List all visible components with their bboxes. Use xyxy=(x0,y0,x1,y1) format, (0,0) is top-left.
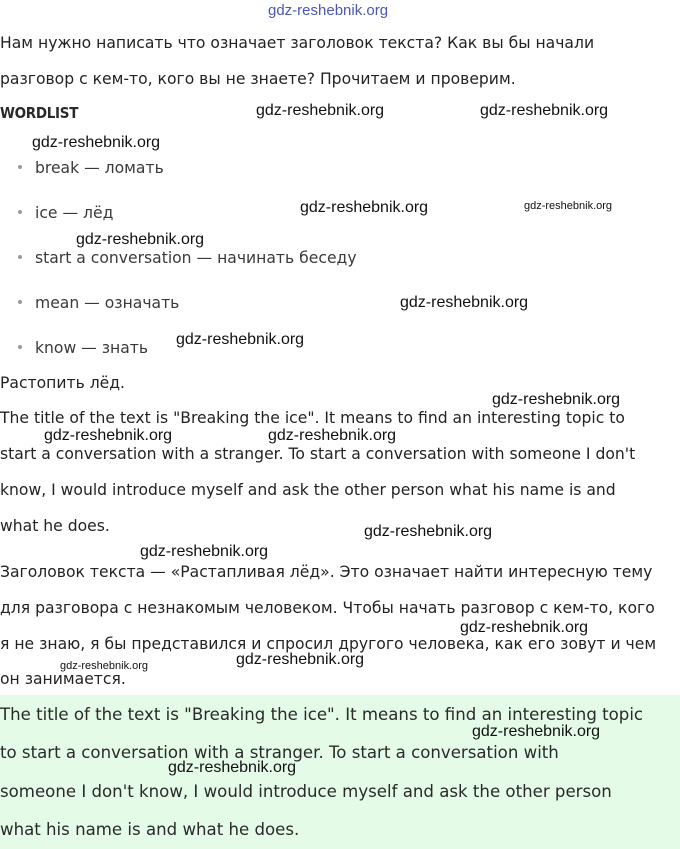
bullet-icon xyxy=(18,210,22,214)
watermark-text: gdz-reshebnik.org xyxy=(460,619,589,636)
intro-line-2: разговор с кем-то, кого вы не знаете? Прочитаем и проверим. xyxy=(0,70,516,88)
wordlist-item-text: ice — лёд xyxy=(35,204,114,222)
watermark-text: gdz-reshebnik.org xyxy=(168,759,297,776)
bullet-icon xyxy=(18,300,22,304)
watermark-text: gdz-reshebnik.org xyxy=(300,199,429,216)
watermark-text: gdz-reshebnik.org xyxy=(524,200,613,212)
watermark-text: gdz-reshebnik.org xyxy=(400,294,529,311)
watermark-text: gdz-reshebnik.org xyxy=(256,102,385,119)
english-answer-line-4: what he does. xyxy=(0,517,110,535)
highlighted-answer-line-1: The title of the text is "Breaking the ice". It means to find an interesting topic xyxy=(0,705,644,724)
watermark-text: gdz-reshebnik.org xyxy=(364,523,493,540)
wordlist-item xyxy=(18,204,113,222)
wordlist-item-text: mean — означать xyxy=(35,294,180,312)
watermark-text: gdz-reshebnik.org xyxy=(268,427,397,444)
watermark-text: gdz-reshebnik.org xyxy=(140,543,269,560)
russian-answer-line-1: Заголовок текста — «Растапливая лёд». Это означает найти интересную тему xyxy=(0,563,653,581)
highlighted-answer-line-4: what his name is and what he does. xyxy=(0,820,300,839)
watermark-text: gdz-reshebnik.org xyxy=(76,231,205,248)
watermark-text: gdz-reshebnik.org xyxy=(32,134,161,151)
watermark-text: gdz-reshebnik.org xyxy=(480,102,609,119)
watermark-text: gdz-reshebnik.org xyxy=(472,723,601,740)
wordlist-item xyxy=(18,249,357,267)
wordlist-item xyxy=(18,294,179,312)
watermark-text: gdz-reshebnik.org xyxy=(44,427,173,444)
watermark-text: gdz-reshebnik.org xyxy=(236,651,365,668)
wordlist-item-text: know — знать xyxy=(35,339,149,357)
english-answer-line-2: start a conversation with a stranger. To start a conversation with someone I don't xyxy=(0,445,636,463)
wordlist-heading: WORDLIST xyxy=(0,104,79,122)
watermark-text: gdz-reshebnik.org xyxy=(492,391,621,408)
wordlist-item xyxy=(18,159,164,177)
english-answer-line-3: know, I would introduce myself and ask the other person what his name is and xyxy=(0,481,616,499)
bullet-icon xyxy=(18,255,22,259)
watermark-text: gdz-reshebnik.org xyxy=(176,331,305,348)
watermark-text: gdz-reshebnik.org xyxy=(268,2,389,19)
english-answer-line-1: The title of the text is "Breaking the ice". It means to find an interesting topic to xyxy=(0,409,625,427)
highlighted-answer-line-2: to start a conversation with a stranger. To start a conversation with xyxy=(0,743,559,762)
bullet-icon xyxy=(18,165,22,169)
highlighted-answer-line-3: someone I don't know, I would introduce myself and ask the other person xyxy=(0,782,612,801)
highlighted-answer-box xyxy=(0,695,680,849)
watermark-text: gdz-reshebnik.org xyxy=(60,660,149,672)
russian-answer-line-2: для разговора с незнакомым человеком. Чтобы начать разговор с кем-то, кого xyxy=(0,599,655,617)
russian-answer-line-4: он занимается. xyxy=(0,670,126,688)
wordlist-item xyxy=(18,339,148,357)
wordlist-item-text: start a conversation — начинать беседу xyxy=(35,249,357,267)
title-translation: Растопить лёд. xyxy=(0,374,126,392)
intro-line-1: Нам нужно написать что означает заголовок текста? Как вы бы начали xyxy=(0,34,595,52)
wordlist-item-text: break — ломать xyxy=(35,159,164,177)
russian-answer-line-3: я не знаю, я бы представился и спросил другого человека, как его зовут и чем xyxy=(0,635,657,653)
bullet-icon xyxy=(18,345,22,349)
